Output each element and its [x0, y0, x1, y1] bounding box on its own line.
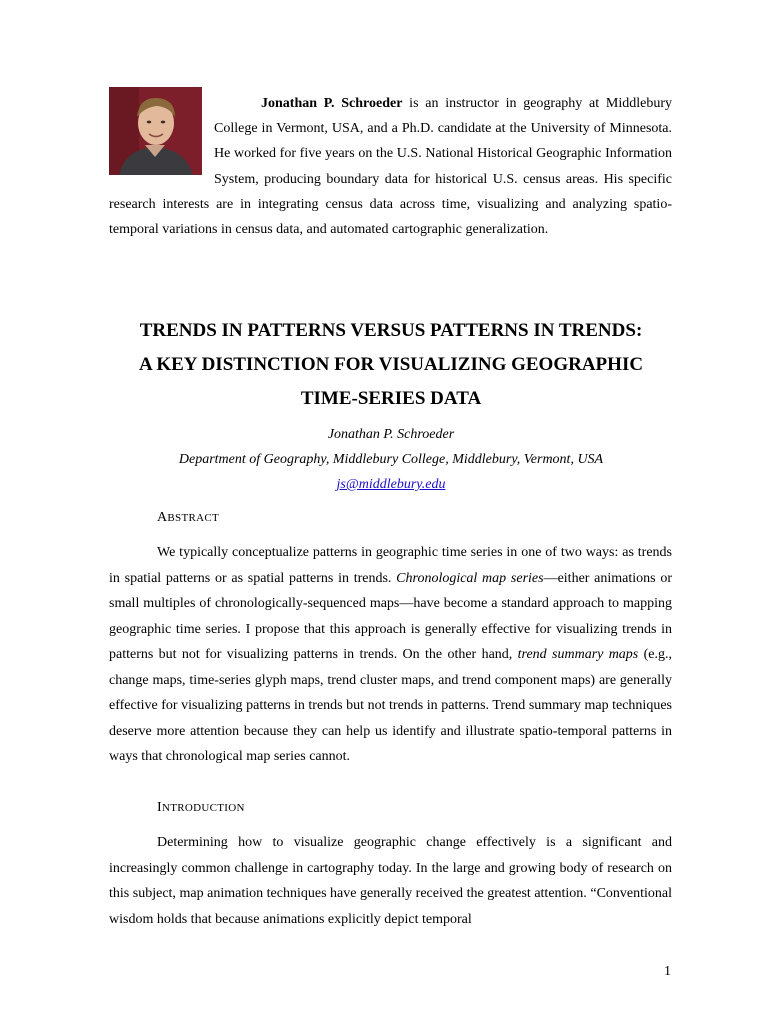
- abstract-term-chronological: Chronological map series: [396, 570, 544, 586]
- title-line-2: A KEY DISTINCTION FOR VISUALIZING GEOGRAPHIC: [138, 354, 644, 375]
- introduction-heading: INTRODUCTION: [157, 800, 245, 815]
- author-affiliation: Department of Geography, Middlebury College, Middlebury, Vermont, USA: [178, 452, 604, 467]
- bio-author-name: Jonathan P. Schroeder: [261, 96, 403, 111]
- introduction-paragraph: Determining how to visualize geographic change effectively is a significant and increasingly common challenge in cartography today. In the large and growing body of research on this subject, map animation techniques have generally received the greatest attention. “Conventional wisdom holds that because animations explicitly depict temporal: [109, 835, 672, 927]
- abstract-paragraph: We typically conceptualize patterns in geographic time series in one of two ways: as trends in spatial patterns or as spatial patterns in trends. Chronological map series—either animations or small multiples of chronologically-sequenced maps—have become a standard approach to mapping geographic time series. I propose that this approach is generally effective for visualizing trends in patterns but not for visualizing patterns in trends. On the other hand, trend summary maps (e.g., change maps, time-series glyph maps, trend cluster maps, and trend component maps) are generally effective for visualizing patterns in trends but not trends in patterns. Trend summary map techniques deserve more attention because they can help us identify and illustrate spatio-temporal patterns in ways that chronological map series cannot.: [109, 545, 673, 764]
- author-name: Jonathan P. Schroeder: [327, 427, 455, 442]
- page-number: 1: [664, 964, 671, 979]
- abstract-term-trend-summary: trend summary maps: [517, 647, 639, 662]
- bio-text: is an instructor in geography at Middlebury College in Vermont, USA, and a Ph.D. candidate at the University of Minnesota. He worked for five years on the U.S. National Historical Geographic Information System, producing boundary data for historical U.S. census areas. His specific research interests are in integrating census data across time, visualizing and analyzing spatio-temporal variations in census data, and automated cartographic generalization.: [109, 96, 672, 238]
- abstract-heading: ABSTRACT: [157, 510, 220, 525]
- title-line-1: TRENDS IN PATTERNS VERSUS PATTERNS IN TRENDS:: [139, 320, 643, 341]
- author-email-link[interactable]: js@middlebury.edu: [336, 477, 446, 492]
- author-bio: [109, 91, 672, 242]
- title-line-3: TIME-SERIES DATA: [300, 388, 482, 409]
- paper-title: [100, 314, 682, 416]
